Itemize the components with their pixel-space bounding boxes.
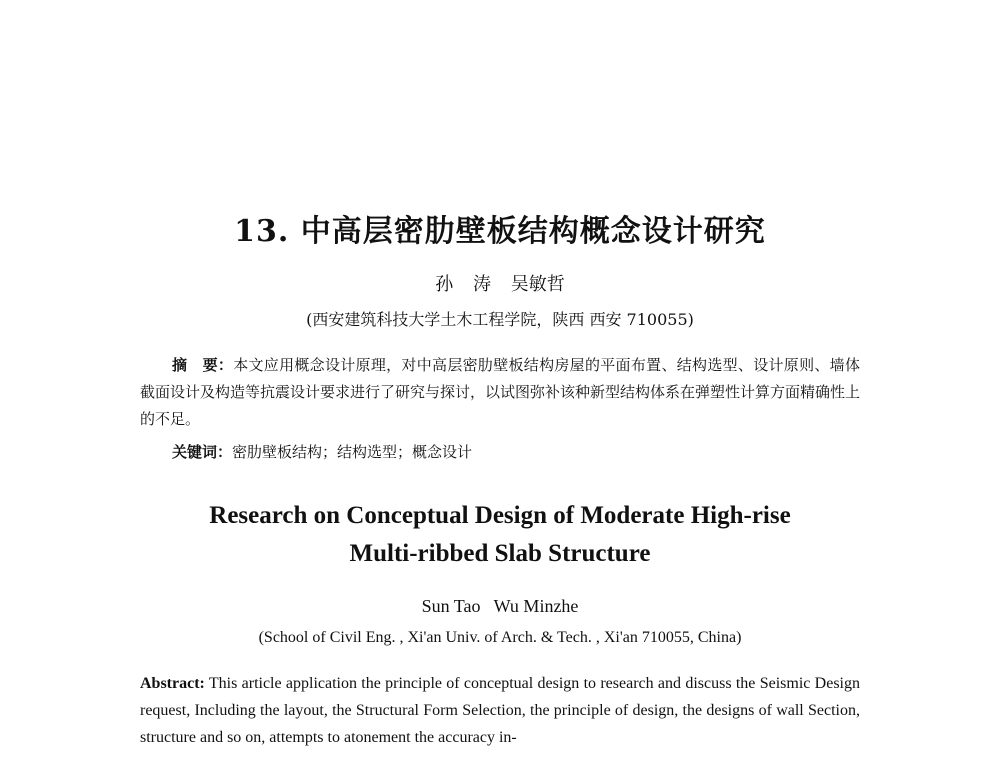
english-abstract-label: Abstract: (140, 675, 205, 692)
chinese-keywords-text: 密肋壁板结构；结构选型；概念设计 (232, 443, 473, 461)
chinese-abstract-label: 摘 要： (172, 356, 234, 374)
english-title (0, 497, 1000, 573)
chinese-keywords (172, 439, 860, 466)
english-title-line-2: Multi-ribbed Slab Structure (349, 540, 651, 567)
english-abstract-text: This article application the principle of conceptual design to research and discuss the Seismic Design request, Including the layout, the Structural Form Selection, the principle of design, the designs of wall Section, structure and so on, attempts to atonement the accuracy in- (140, 675, 860, 746)
chinese-keywords-label: 关键词： (172, 443, 233, 461)
chinese-title: 13. 中高层密肋壁板结构概念设计研究 (234, 214, 766, 249)
chinese-authors: 孙 涛 吴敏哲 (435, 274, 565, 295)
english-authors: Sun Tao Wu Minzhe (421, 596, 579, 616)
english-affiliation: (School of Civil Eng. , Xi'an Univ. of Arch. & Tech. , Xi'an 710055, China) (258, 629, 742, 646)
chinese-abstract (140, 352, 860, 433)
chinese-affiliation: (西安建筑科技大学土木工程学院，陕西 西安 710055) (306, 310, 694, 329)
english-abstract (140, 670, 860, 751)
chinese-abstract-text: 本文应用概念设计原理，对中高层密肋壁板结构房屋的平面布置、结构选型、设计原则、墙体截面设计及构造等抗震设计要求进行了研究与探讨，以试图弥补该种新型结构体系在弹塑性计算方面精确性上的不足。 (140, 356, 861, 428)
english-title-line-1: Research on Conceptual Design of Moderate High-rise (209, 502, 791, 529)
